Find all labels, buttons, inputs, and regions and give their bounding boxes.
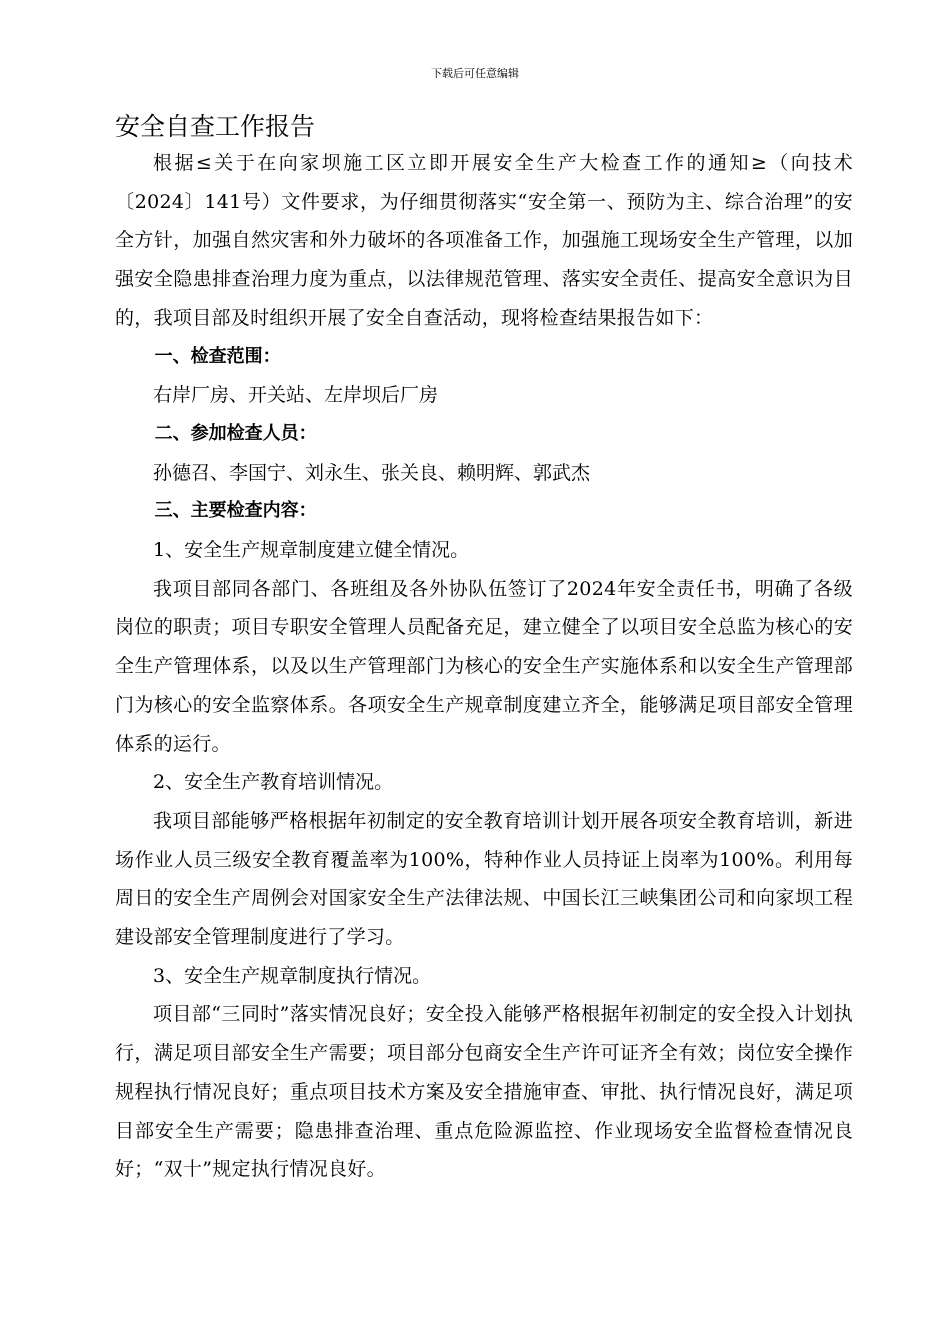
participants-text: 孙德召、李国宁、刘永生、张关良、赖明辉、郭武杰 xyxy=(153,461,591,484)
item1-paragraph: 我项目部同各部门、各班组及各外协队伍签订了2024年安全责任书，明确了各级岗位的职责；项目专职安全管理人员配备充足，建立健全了以项目安全总监为核心的安全生产管理体系，以及以生产管理部门为核心的安全生产实施体系和以安全生产管理部门为核心的安全监察体系。各项安全生产规章制度建立齐全，能够满足项目部安全管理体系的运行。 xyxy=(115,577,853,755)
item3-title: 3、安全生产规章制度执行情况。 xyxy=(153,964,432,987)
scope-text: 右岸厂房、开关站、左岸坝后厂房 xyxy=(153,384,439,407)
section-heading-participants: 二、参加检查人员： xyxy=(154,422,317,444)
item3-paragraph: 项目部“三同时”落实情况良好；安全投入能够严格根据年初制定的安全投入计划执行，满足项目部安全生产需要；项目部分包商安全生产许可证齐全有效；岗位安全操作规程执行情况良好；重点项目技术方案及安全措施审查、审批、执行情况良好，满足项目部安全生产需要；隐患排查治理、重点危险源监控、作业现场安全监督检查情况良好；“双十”规定执行情况良好。 xyxy=(115,1003,853,1181)
section-heading-scope: 一、检查范围： xyxy=(154,345,281,367)
section-heading-content: 三、主要检查内容： xyxy=(154,500,317,522)
item1-title: 1、安全生产规章制度建立健全情况。 xyxy=(153,539,470,562)
document-title: 安全自查工作报告 xyxy=(115,112,316,141)
intro-paragraph: 根据≤关于在向家坝施工区立即开展安全生产大检查工作的通知≥（向技术〔2024〕141号）文件要求，为仔细贯彻落实“安全第一、预防为主、综合治理”的安全方针，加强自然灾害和外力破坏的各项准备工作，加强施工现场安全生产管理，以加强安全隐患排查治理力度为重点，以法律规范管理、落实安全责任、提高安全意识为目的，我项目部及时组织开展了安全自查活动，现将检查结果报告如下： xyxy=(115,152,853,329)
document-body xyxy=(115,110,853,1189)
item2-paragraph: 我项目部能够严格根据年初制定的安全教育培训计划开展各项安全教育培训，新进场作业人员三级安全教育覆盖率为100%，特种作业人员持证上岗率为100%。利用每周日的安全生产周例会对国家安全生产法律法规、中国长江三峡集团公司和向家坝工程建设部安全管理制度进行了学习。 xyxy=(115,809,853,949)
item2-title: 2、安全生产教育培训情况。 xyxy=(153,771,394,794)
header-note: 下载后可任意编辑 xyxy=(431,67,519,80)
